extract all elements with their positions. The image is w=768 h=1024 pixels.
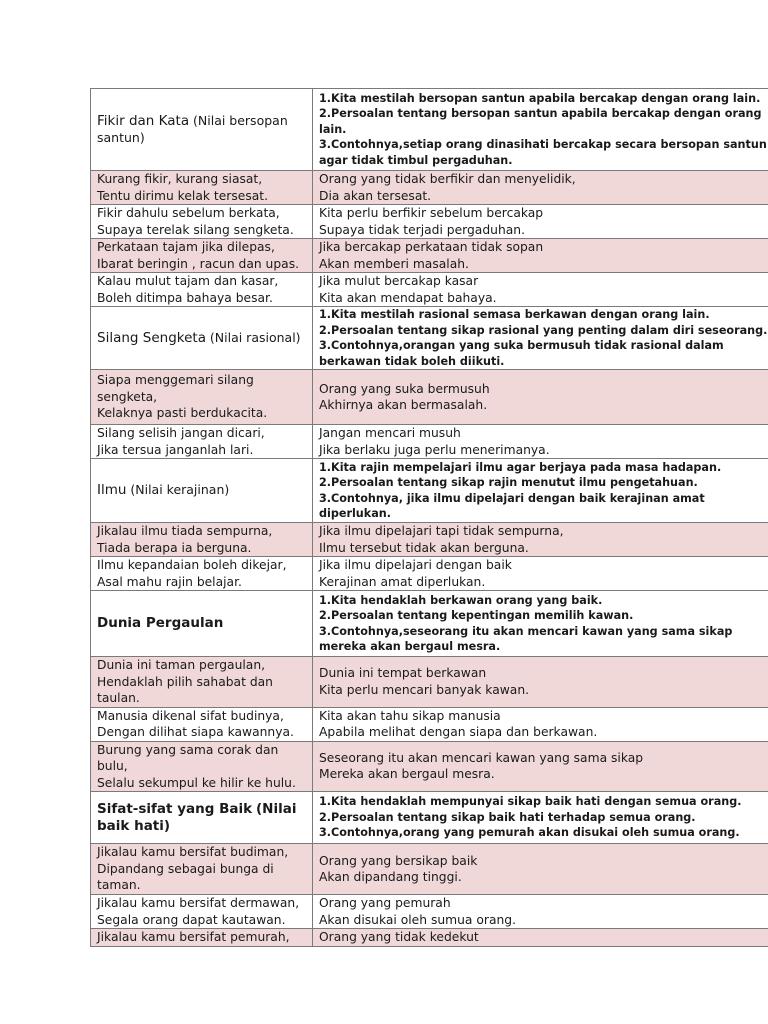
text-line: Tiada berapa ia berguna.	[97, 540, 252, 555]
text-line: 2.Persoalan tentang bersopan santun apabila bercakap dengan orang	[319, 107, 762, 121]
meaning-cell	[313, 370, 768, 425]
summary-points-cell	[313, 792, 768, 844]
text-line: Dunia ini tempat berkawan	[319, 666, 487, 681]
text-line: Kita perlu mencari banyak kawan.	[319, 682, 530, 697]
text-line: Burung yang sama corak dan	[97, 742, 279, 757]
pantun-row	[91, 741, 768, 792]
text-line: Silang selisih jangan dicari,	[97, 426, 265, 440]
text-line: Supaya tidak terjadi pergaduhan.	[319, 222, 525, 237]
text-line: Akan memberi masalah.	[319, 256, 469, 271]
pantun-cell	[91, 425, 313, 459]
meaning-cell	[313, 557, 768, 591]
meaning-cell	[313, 425, 768, 459]
text-line: Fikir dahulu sebelum berkata,	[97, 206, 280, 220]
meaning-cell	[313, 523, 768, 557]
summary-points-cell	[313, 591, 768, 657]
pantun-row	[91, 557, 768, 591]
text-line: Kurang fikir, kurang siasat,	[97, 172, 263, 186]
meaning-cell	[313, 657, 768, 708]
text-line: Jikalau kamu bersifat pemurah,	[97, 930, 290, 945]
text-line: Jika tersua janganlah lari.	[97, 442, 254, 457]
text-line: Jangan mencari musuh	[319, 426, 461, 440]
summary-points-cell	[313, 459, 768, 523]
text-line: 1.Kita hendaklah berkawan orang yang baik.	[319, 593, 603, 607]
text-line: Jika mulut bercakap kasar	[319, 274, 479, 288]
pantun-row	[91, 205, 768, 239]
text-line: Asal mahu rajin belajar.	[97, 574, 242, 589]
summary-points-cell	[313, 89, 768, 171]
text-line: 2.Persoalan tentang sikap baik hati terhadap semua orang.	[319, 810, 696, 824]
pantun-cell	[91, 273, 313, 307]
text-line: agar tidak timbul pergaduhan.	[319, 153, 513, 167]
text-line: Jika berlaku juga perlu menerimanya.	[319, 442, 550, 457]
meaning-cell	[313, 273, 768, 307]
text-line: Kalau mulut tajam dan kasar,	[97, 274, 279, 288]
theme-cell	[91, 89, 313, 171]
theme-title: Sifat-sifat yang Baik	[97, 801, 253, 817]
text-line: Siapa menggemari silang	[97, 373, 254, 388]
text-line: Kerajinan amat diperlukan.	[319, 574, 486, 589]
text-line: Dengan dilihat siapa kawannya.	[97, 725, 294, 739]
pantun-row	[91, 239, 768, 273]
text-line: Boleh ditimpa bahaya besar.	[97, 290, 273, 305]
theme-note: (Nilai kerajinan)	[130, 482, 230, 498]
pantun-row	[91, 370, 768, 425]
text-line: 3.Contohnya,orang yang pemurah akan disukai oleh sumua orang.	[319, 826, 740, 840]
text-line: 1.Kita mestilah rasional semasa berkawan dengan orang lain.	[319, 308, 710, 321]
theme-cell	[91, 307, 313, 370]
meaning-cell	[313, 895, 768, 929]
pantun-row	[91, 657, 768, 708]
summary-points-cell	[313, 307, 768, 370]
meaning-cell	[313, 844, 768, 895]
text-line: Akan disukai oleh sumua orang.	[319, 912, 516, 927]
pantun-cell	[91, 844, 313, 895]
text-line: Orang yang tidak berfikir dan menyelidik,	[319, 172, 576, 186]
pantun-row	[91, 929, 768, 947]
theme-title: Fikir dan Kata	[97, 113, 190, 129]
theme-note: (Nilai rasional)	[209, 329, 301, 345]
meaning-cell	[313, 929, 768, 947]
meaning-cell	[313, 239, 768, 273]
text-line: Ibarat beringin , racun dan upas.	[97, 256, 300, 271]
text-line: 3.Contohnya,orangan yang suka bermusuh tidak rasional dalam	[319, 339, 724, 352]
text-line: Jikalau ilmu tiada sempurna,	[97, 524, 273, 538]
theme-title: Ilmu	[97, 482, 127, 499]
pantun-cell	[91, 523, 313, 557]
text-line: 2.Persoalan tentang sikap rajin menutut ilmu pengetahuan.	[319, 476, 698, 489]
text-line: 3.Contohnya,setiap orang dinasihati bercakap secara bersopan santun	[319, 138, 767, 152]
text-line: Manusia dikenal sifat budinya,	[97, 708, 284, 723]
text-line: 2.Persoalan tentang kepentingan memilih kawan.	[319, 609, 634, 622]
text-line: Jikalau kamu bersifat dermawan,	[97, 896, 300, 910]
text-line: 3.Contohnya, jika ilmu dipelajari dengan baik kerajinan amat	[319, 491, 705, 505]
pantun-row	[91, 171, 768, 205]
text-line: berkawan tidak boleh diikuti.	[319, 354, 505, 368]
pantun-row	[91, 844, 768, 895]
text-line: Jika bercakap perkataan tidak sopan	[319, 240, 544, 254]
text-line: Dia akan tersesat.	[319, 188, 432, 203]
meaning-cell	[313, 171, 768, 205]
pantun-cell	[91, 707, 313, 741]
text-line: Ilmu kepandaian boleh dikejar,	[97, 558, 287, 572]
text-line: Selalu sekumpul ke hilir ke hulu.	[97, 775, 296, 790]
text-line: taman.	[97, 878, 141, 893]
pantun-cell	[91, 929, 313, 947]
pantun-notes-table	[90, 88, 768, 947]
text-line: Tentu dirimu kelak tersesat.	[97, 188, 268, 203]
text-line: Kita akan mendapat bahaya.	[319, 290, 497, 305]
text-line: Jika ilmu dipelajari dengan baik	[319, 558, 512, 572]
section-header-row	[91, 89, 768, 171]
text-line: Segala orang dapat kautawan.	[97, 912, 286, 927]
text-line: 1.Kita mestilah bersopan santun apabila bercakap dengan orang lain.	[319, 91, 761, 105]
pantun-cell	[91, 370, 313, 425]
pantun-cell	[91, 239, 313, 273]
text-line: 1.Kita rajin mempelajari ilmu agar berjaya pada masa hadapan.	[319, 460, 722, 474]
text-line: sengketa,	[97, 389, 158, 404]
text-line: Kelaknya pasti berdukacita.	[97, 406, 268, 421]
meaning-cell	[313, 707, 768, 741]
theme-title: Silang Sengketa	[97, 329, 206, 346]
section-header-row	[91, 591, 768, 657]
text-line: Hendaklah pilih sahabat dan	[97, 674, 273, 689]
text-line: Apabila melihat dengan siapa dan berkawan.	[319, 725, 598, 739]
text-line: Kita akan tahu sikap manusia	[319, 708, 501, 723]
pantun-row	[91, 523, 768, 557]
text-line: Orang yang suka bermusuh	[319, 381, 490, 396]
text-line: Orang yang bersikap baik	[319, 853, 478, 868]
text-line: Orang yang pemurah	[319, 896, 451, 910]
text-line: diperlukan.	[319, 507, 391, 520]
text-line: Orang yang tidak kedekut	[319, 930, 479, 945]
theme-note: (Nilai bersopan santun)	[97, 113, 288, 145]
pantun-row	[91, 425, 768, 459]
text-line: lain.	[319, 122, 347, 136]
pantun-cell	[91, 171, 313, 205]
text-line: bulu,	[97, 759, 128, 773]
text-line: Jika ilmu dipelajari tapi tidak sempurna,	[319, 524, 564, 538]
text-line: Dipandang sebagai bunga di	[97, 861, 274, 876]
theme-cell	[91, 459, 313, 523]
theme-note: (Nilai baik hati)	[97, 801, 297, 834]
text-line: Supaya terelak silang sengketa.	[97, 222, 294, 237]
text-line: Ilmu tersebut tidak akan berguna.	[319, 540, 529, 555]
text-line: Mereka akan bergaul mesra.	[319, 767, 495, 782]
text-line: Dunia ini taman pergaulan,	[97, 658, 266, 672]
theme-cell	[91, 591, 313, 657]
meaning-cell	[313, 741, 768, 792]
text-line: Seseorang itu akan mencari kawan yang sama sikap	[319, 750, 644, 765]
pantun-cell	[91, 895, 313, 929]
theme-cell	[91, 792, 313, 844]
theme-title: Dunia Pergaulan	[97, 615, 224, 632]
text-line: 3.Contohnya,seseorang itu akan mencari kawan yang sama sikap	[319, 624, 733, 638]
section-header-row	[91, 792, 768, 844]
pantun-cell	[91, 205, 313, 239]
pantun-row	[91, 707, 768, 741]
text-line: Akhirnya akan bermasalah.	[319, 398, 488, 412]
text-line: 1.Kita hendaklah mempunyai sikap baik hati dengan semua orang.	[319, 795, 742, 809]
text-line: taulan.	[97, 691, 140, 705]
pantun-cell	[91, 657, 313, 708]
text-line: Perkataan tajam jika dilepas,	[97, 240, 275, 254]
section-header-row	[91, 459, 768, 523]
section-header-row	[91, 307, 768, 370]
text-line: mereka akan bergaul mesra.	[319, 640, 501, 653]
text-line: Akan dipandang tinggi.	[319, 870, 462, 884]
text-line: 2.Persoalan tentang sikap rasional yang penting dalam diri seseorang.	[319, 323, 768, 337]
text-line: Jikalau kamu bersifat budiman,	[97, 845, 289, 860]
pantun-cell	[91, 557, 313, 591]
pantun-row	[91, 273, 768, 307]
pantun-cell	[91, 741, 313, 792]
text-line: Kita perlu berfikir sebelum bercakap	[319, 206, 544, 220]
pantun-row	[91, 895, 768, 929]
meaning-cell	[313, 205, 768, 239]
